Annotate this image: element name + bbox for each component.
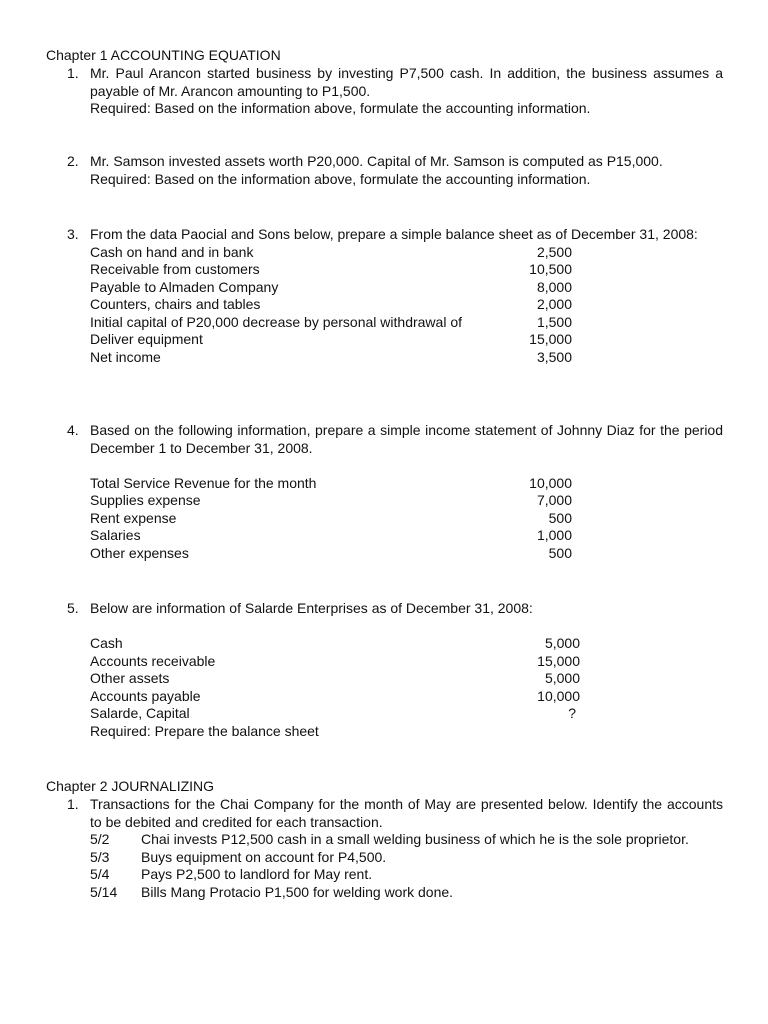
item-row	[90, 527, 572, 545]
problem-intro: Transactions for the Chai Company for the month of May are presented below. Identify the accounts to be debited and credited for each transaction.	[90, 796, 723, 830]
ch1-problem-1	[67, 65, 723, 118]
problem-number: 4.	[67, 422, 79, 438]
chapter2-title: Chapter 2 JOURNALIZING	[46, 778, 215, 794]
item-value: 5,000	[544, 635, 580, 651]
item-value: 1,000	[536, 527, 572, 543]
item-row	[90, 279, 572, 297]
item-row	[90, 296, 572, 314]
item-row	[90, 635, 580, 653]
item-value: ?	[568, 705, 576, 721]
item-label: Salaries	[90, 527, 141, 543]
item-label: Salarde, Capital	[90, 705, 190, 721]
transaction-desc: Buys equipment on account for P4,500.	[141, 848, 387, 865]
item-label: Initial capital of P20,000 decrease by personal withdrawal of	[90, 313, 462, 330]
item-label: Supplies expense	[90, 492, 201, 508]
item-label: Deliver equipment	[90, 331, 203, 347]
item-row	[90, 545, 572, 563]
transaction-desc: Chai invests P12,500 cash in a small welding business of which he is the sole proprietor.	[141, 831, 689, 847]
item-row	[90, 705, 580, 723]
transaction-date: 5/4	[90, 866, 110, 882]
item-value: 7,000	[536, 492, 572, 508]
item-value: 8,000	[536, 278, 572, 295]
salarde-items	[90, 635, 580, 723]
item-row	[90, 331, 572, 349]
item-label: Cash on hand and in bank	[90, 243, 254, 260]
transaction-row	[90, 849, 731, 867]
transaction-row	[90, 884, 731, 902]
item-row	[90, 349, 572, 367]
transaction-row	[90, 831, 731, 849]
problem-intro: From the data Paocial and Sons below, prepare a simple balance sheet as of December 31, 2008:	[90, 226, 698, 242]
item-label: Counters, chairs and tables	[90, 296, 261, 312]
item-value: 10,000	[537, 687, 580, 704]
problem-number: 3.	[67, 226, 79, 242]
problem-number: 5.	[67, 600, 79, 616]
problem-number: 2.	[67, 153, 79, 169]
item-row	[90, 670, 580, 688]
transaction-date: 5/2	[90, 831, 110, 847]
item-label: Accounts receivable	[90, 652, 216, 669]
item-row	[90, 475, 572, 493]
item-row	[90, 492, 572, 510]
item-label: Total Service Revenue for the month	[90, 474, 317, 491]
item-row	[90, 510, 572, 528]
transaction-desc: Bills Mang Protacio P1,500 for welding work done.	[141, 883, 454, 900]
item-value: 500	[548, 544, 572, 561]
item-row	[90, 688, 580, 706]
income-items	[90, 475, 572, 563]
item-value: 500	[548, 509, 572, 526]
item-row	[90, 314, 572, 332]
transaction-list	[90, 831, 731, 901]
item-value: 10,500	[529, 261, 572, 277]
problem-text: Mr. Paul Arancon started business by investing P7,500 cash. In addition, the business assumes a payable of Mr. Arancon amounting to P1,500.	[90, 65, 723, 99]
transaction-row	[90, 866, 731, 884]
problem-number: 1.	[67, 65, 79, 81]
ch1-problem-4	[67, 422, 723, 562]
item-row	[90, 653, 580, 671]
item-value: 10,000	[529, 474, 572, 491]
chapter1-title: Chapter 1 ACCOUNTING EQUATION	[46, 47, 281, 63]
problem-intro: Based on the following information, prepare a simple income statement of Johnny Diaz for the period December 1 to December 31, 2008.	[90, 422, 723, 456]
item-label: Accounts payable	[90, 687, 201, 704]
item-value: 2,500	[536, 243, 572, 260]
item-value: 5,000	[544, 670, 580, 686]
transaction-date: 5/3	[90, 848, 110, 865]
item-row	[90, 244, 572, 262]
problem-text: Mr. Samson invested assets worth P20,000. Capital of Mr. Samson is computed as P15,000.	[90, 153, 663, 169]
item-value: 2,000	[536, 296, 572, 312]
ch1-problem-5	[67, 600, 723, 740]
item-value: 1,500	[536, 313, 572, 330]
ch1-problem-2	[67, 153, 723, 188]
item-label: Payable to Almaden Company	[90, 278, 279, 295]
problem-required: Required: Prepare the balance sheet	[90, 722, 319, 739]
problem-required: Required: Based on the information above, formulate the accounting information.	[90, 100, 591, 116]
item-label: Cash	[90, 635, 123, 651]
ch2-problem-1	[67, 796, 723, 901]
item-value: 15,000	[537, 652, 580, 669]
item-label: Rent expense	[90, 509, 177, 526]
balance-items	[90, 244, 572, 367]
item-row	[90, 261, 572, 279]
item-value: 15,000	[529, 331, 572, 347]
problem-intro: Below are information of Salarde Enterprises as of December 31, 2008:	[90, 600, 533, 616]
transaction-date: 5/14	[90, 883, 118, 900]
item-label: Other expenses	[90, 544, 189, 561]
transaction-desc: Pays P2,500 to landlord for May rent.	[141, 866, 373, 882]
item-label: Other assets	[90, 670, 170, 686]
ch1-problem-3	[67, 226, 723, 366]
item-label: Net income	[90, 348, 161, 365]
problem-number: 1.	[67, 796, 79, 812]
item-label: Receivable from customers	[90, 261, 260, 277]
item-value: 3,500	[536, 348, 572, 365]
problem-required: Required: Based on the information above, formulate the accounting information.	[90, 170, 591, 187]
